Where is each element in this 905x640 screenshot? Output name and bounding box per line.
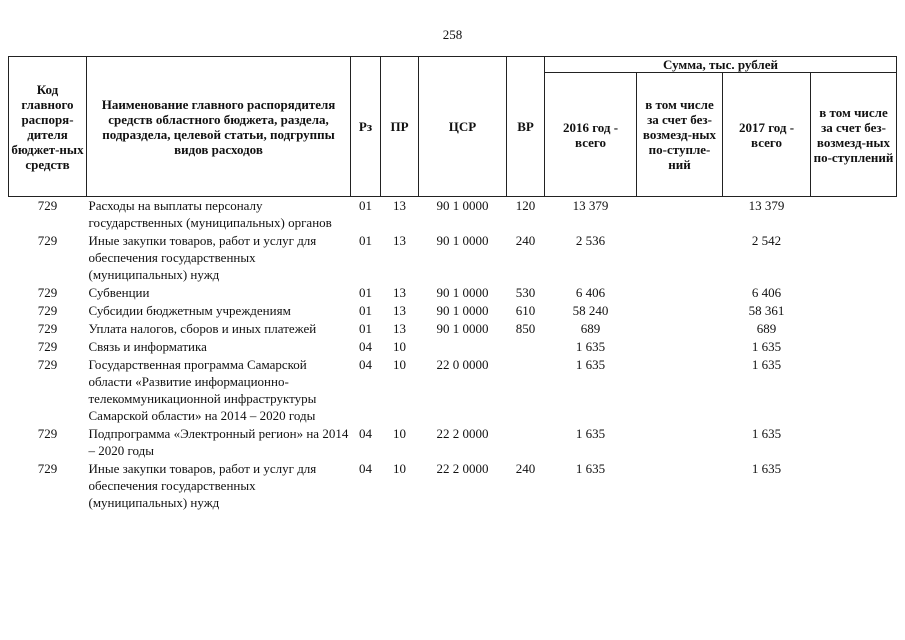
row-csr: 90 1 0000 <box>436 285 489 300</box>
row-free-2016 <box>637 356 723 425</box>
row-free-2017 <box>811 197 897 233</box>
row-vr <box>507 356 545 425</box>
row-free-2016 <box>637 232 723 284</box>
row-vr: 240 <box>515 461 536 476</box>
row-sum-2017: 1 635 <box>751 339 782 354</box>
header-2016-free: в том числе за счет без-возмезд-ных по-ступле-ний <box>637 73 723 197</box>
row-rz: 01 <box>359 303 372 318</box>
row-code: 729 <box>37 233 58 248</box>
row-csr: 90 1 0000 <box>436 321 489 336</box>
header-2017-free: в том числе за счет без-возмезд-ных по-ступлений <box>811 73 897 197</box>
table-row <box>9 338 897 356</box>
row-pr: 13 <box>393 285 406 300</box>
row-code: 729 <box>37 339 58 354</box>
row-sum-2017: 689 <box>756 321 777 336</box>
row-vr: 610 <box>515 303 536 318</box>
table-row <box>9 460 897 512</box>
row-vr <box>507 425 545 460</box>
row-vr: 850 <box>515 321 536 336</box>
row-sum-2017: 1 635 <box>751 357 782 372</box>
row-name: Расходы на выплаты персоналу государственных (муниципальных) органов <box>88 198 332 230</box>
row-sum-2017: 58 361 <box>748 303 785 318</box>
row-pr: 10 <box>393 357 406 372</box>
header-name: Наименование главного распорядителя средств областного бюджета, раздела, подраздела, целевой статьи, подгруппы видов расходов <box>87 57 351 197</box>
table-row <box>9 197 897 233</box>
row-csr: 90 1 0000 <box>436 303 489 318</box>
row-vr: 120 <box>515 198 536 213</box>
header-pr: ПР <box>381 57 419 197</box>
page-number: 258 <box>442 27 463 42</box>
row-sum-2016: 13 379 <box>572 198 609 213</box>
header-csr: ЦСР <box>419 57 507 197</box>
row-free-2017 <box>811 425 897 460</box>
row-csr: 90 1 0000 <box>436 198 489 213</box>
row-sum-2016: 689 <box>580 321 601 336</box>
header-rz: Рз <box>351 57 381 197</box>
row-pr: 10 <box>393 426 406 441</box>
row-code: 729 <box>37 321 58 336</box>
row-csr: 22 2 0000 <box>436 426 489 441</box>
row-code: 729 <box>37 461 58 476</box>
table-body <box>9 197 897 513</box>
row-sum-2016: 6 406 <box>575 285 606 300</box>
row-rz: 01 <box>359 198 372 213</box>
row-free-2017 <box>811 320 897 338</box>
row-pr: 10 <box>393 461 406 476</box>
row-name: Субвенции <box>88 285 150 300</box>
row-sum-2016: 1 635 <box>575 426 606 441</box>
row-sum-2017: 1 635 <box>751 461 782 476</box>
row-csr: 22 0 0000 <box>436 357 489 372</box>
row-csr: 90 1 0000 <box>436 233 489 248</box>
row-rz: 04 <box>359 426 372 441</box>
table-row <box>9 356 897 425</box>
row-free-2017 <box>811 338 897 356</box>
header-2017-total: 2017 год - всего <box>723 73 811 197</box>
row-sum-2016: 2 536 <box>575 233 606 248</box>
row-sum-2017: 1 635 <box>751 426 782 441</box>
row-code: 729 <box>37 303 58 318</box>
row-code: 729 <box>37 285 58 300</box>
row-pr: 13 <box>393 233 406 248</box>
row-free-2017 <box>811 302 897 320</box>
row-rz: 01 <box>359 285 372 300</box>
row-free-2016 <box>637 320 723 338</box>
row-vr: 240 <box>515 233 536 248</box>
header-vr: ВР <box>507 57 545 197</box>
row-pr: 13 <box>393 303 406 318</box>
row-rz: 04 <box>359 357 372 372</box>
row-name: Иные закупки товаров, работ и услуг для обеспечения государственных (муниципальных) нужд <box>88 461 317 510</box>
row-name: Связь и информатика <box>88 339 207 354</box>
row-name: Иные закупки товаров, работ и услуг для обеспечения государственных (муниципальных) нужд <box>88 233 317 282</box>
row-pr: 10 <box>393 339 406 354</box>
row-free-2016 <box>637 197 723 233</box>
budget-table <box>8 56 897 512</box>
row-free-2017 <box>811 460 897 512</box>
row-sum-2016: 58 240 <box>572 303 609 318</box>
row-sum-2017: 2 542 <box>751 233 782 248</box>
row-free-2016 <box>637 302 723 320</box>
table-row <box>9 320 897 338</box>
row-sum-2017: 6 406 <box>751 285 782 300</box>
row-rz: 01 <box>359 233 372 248</box>
row-code: 729 <box>37 426 58 441</box>
row-free-2016 <box>637 284 723 302</box>
row-vr: 530 <box>515 285 536 300</box>
table-row <box>9 302 897 320</box>
header-sum-group: Сумма, тыс. рублей <box>545 57 897 73</box>
row-free-2017 <box>811 356 897 425</box>
row-rz: 04 <box>359 461 372 476</box>
row-free-2016 <box>637 460 723 512</box>
table-row <box>9 232 897 284</box>
row-free-2017 <box>811 232 897 284</box>
header-code: Код главного распоря-дителя бюджет-ных средств <box>9 57 87 197</box>
row-csr <box>419 338 507 356</box>
row-pr: 13 <box>393 198 406 213</box>
header-2016-total: 2016 год - всего <box>545 73 637 197</box>
row-rz: 04 <box>359 339 372 354</box>
row-name: Государственная программа Самарской области «Развитие информационно-телекоммуникационной инфраструктуры Самарской области» на 2014 – 2020 годы <box>88 357 317 423</box>
row-code: 729 <box>37 198 58 213</box>
row-free-2017 <box>811 284 897 302</box>
row-csr: 22 2 0000 <box>436 461 489 476</box>
row-code: 729 <box>37 357 58 372</box>
row-rz: 01 <box>359 321 372 336</box>
row-name: Уплата налогов, сборов и иных платежей <box>88 321 317 336</box>
row-vr <box>507 338 545 356</box>
table-row <box>9 284 897 302</box>
row-free-2016 <box>637 425 723 460</box>
row-name: Субсидии бюджетным учреждениям <box>88 303 291 318</box>
table-header <box>9 57 897 197</box>
row-sum-2016: 1 635 <box>575 357 606 372</box>
table-row <box>9 425 897 460</box>
row-sum-2016: 1 635 <box>575 339 606 354</box>
row-name: Подпрограмма «Электронный регион» на 2014 – 2020 годы <box>88 426 349 458</box>
row-free-2016 <box>637 338 723 356</box>
row-sum-2017: 13 379 <box>748 198 785 213</box>
row-pr: 13 <box>393 321 406 336</box>
row-sum-2016: 1 635 <box>575 461 606 476</box>
